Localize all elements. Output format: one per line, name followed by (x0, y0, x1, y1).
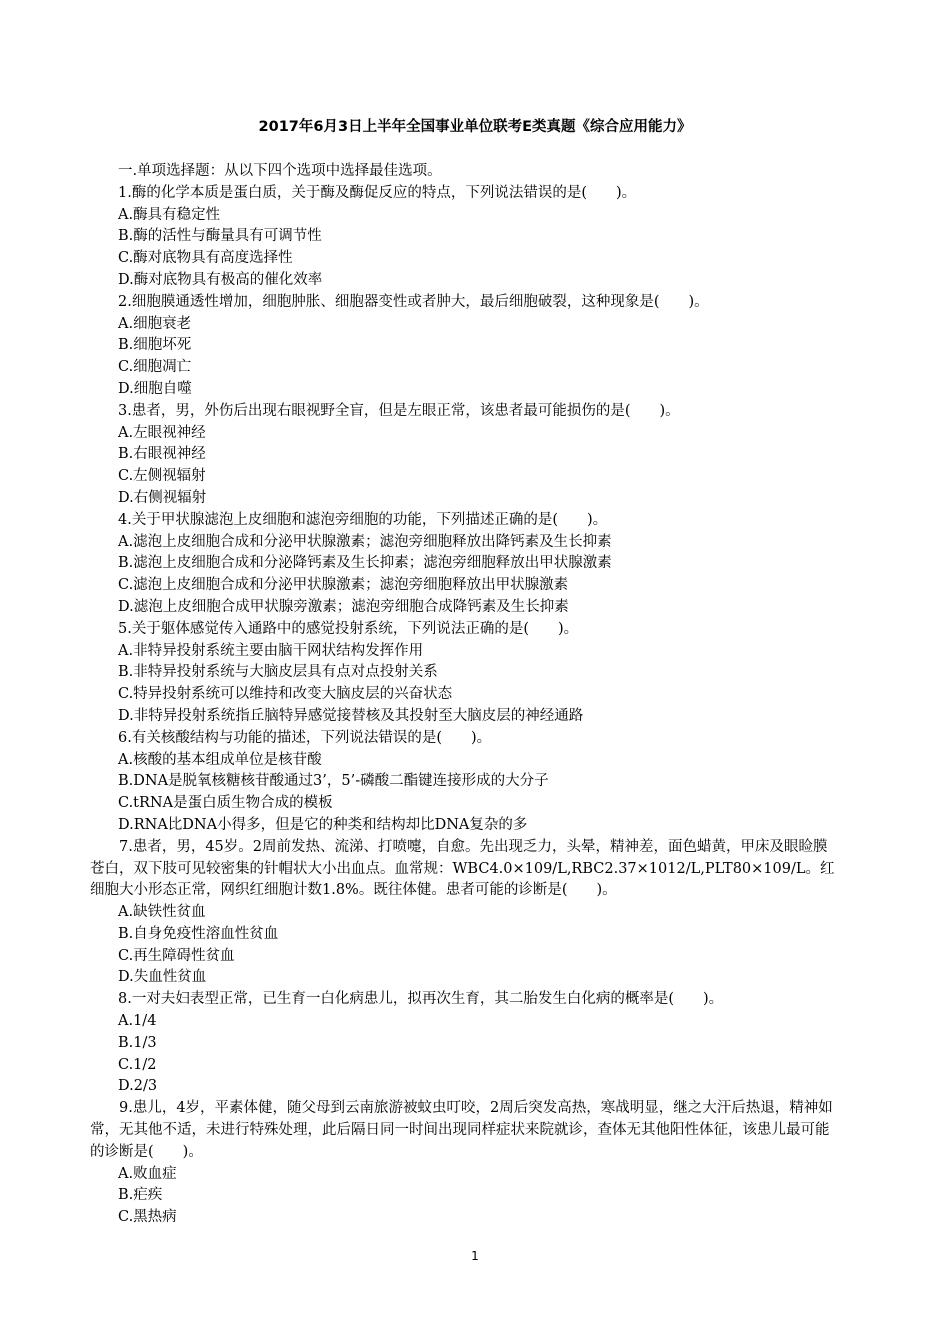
answer-option: A.缺铁性贫血 (118, 904, 206, 921)
answer-option: B.酶的活性与酶量具有可调节性 (118, 228, 322, 245)
question-stem: 7.患者，男，45岁。2周前发热、流涕、打喷嚏，自愈。先出现乏力，头晕，精神差，面色蜡黄，甲床及眼睑膜苍白，双下肢可见较密集的针帽状大小出血点。血常规：WBC4.0×109/L,RBC2.37×1012/L,PLT80×109/L。红细胞大小形态正常，网织红细胞计数1.8%。既往体健。患者可能的诊断是( )。 (90, 838, 835, 899)
answer-option: B.疟疾 (118, 1187, 163, 1204)
answer-option: C.1/2 (118, 1056, 157, 1073)
answer-option: C.滤泡上皮细胞合成和分泌甲状腺激素；滤泡旁细胞释放出甲状腺激素 (118, 577, 569, 594)
question-list (90, 161, 838, 1229)
answer-option: A.败血症 (118, 1165, 177, 1182)
answer-option: C.左侧视辐射 (118, 468, 206, 485)
answer-option: B.右眼视神经 (118, 446, 206, 463)
answer-option: B.细胞坏死 (118, 337, 192, 354)
answer-option: A.1/4 (118, 1013, 157, 1030)
answer-option: D.2/3 (118, 1078, 158, 1095)
answer-option: C.特异投射系统可以维持和改变大脑皮层的兴奋状态 (118, 686, 453, 703)
question-stem: 8.一对夫妇表型正常，已生育一白化病患儿，拟再次生育，其二胎发生白化病的概率是( )。 (118, 991, 724, 1008)
answer-option: A.核酸的基本组成单位是核苷酸 (118, 751, 322, 768)
answer-option: A.滤泡上皮细胞合成和分泌甲状腺激素；滤泡旁细胞释放出降钙素及生长抑素 (118, 533, 612, 550)
answer-option: B.非特异投射系统与大脑皮层具有点对点投射关系 (118, 664, 438, 681)
answer-option: B.滤泡上皮细胞合成和分泌降钙素及生长抑素；滤泡旁细胞释放出甲状腺激素 (118, 555, 612, 572)
answer-option: C.tRNA是蛋白质生物合成的模板 (118, 795, 333, 812)
answer-option: A.左眼视神经 (118, 424, 206, 441)
answer-option: D.右侧视辐射 (118, 489, 207, 506)
question-stem: 1.酶的化学本质是蛋白质，关于酶及酶促反应的特点，下列说法错误的是( )。 (118, 184, 637, 201)
answer-option: C.酶对底物具有高度选择性 (118, 250, 293, 267)
section-heading: 一.单项选择题：从以下四个选项中选择最佳选项。 (118, 163, 442, 179)
answer-option: C.细胞凋亡 (118, 359, 192, 376)
question-stem: 4.关于甲状腺滤泡上皮细胞和滤泡旁细胞的功能，下列描述正确的是( )。 (118, 511, 608, 528)
question-stem: 5.关于躯体感觉传入通路中的感觉投射系统，下列说法正确的是( )。 (118, 620, 579, 637)
page-number: 1 (471, 1249, 479, 1263)
answer-option: A.酶具有稳定性 (118, 206, 221, 223)
answer-option: C.黑热病 (118, 1209, 177, 1226)
answer-option: B.自身免疫性溶血性贫血 (118, 925, 279, 942)
question-stem: 6.有关核酸结构与功能的描述，下列说法错误的是( )。 (118, 729, 492, 746)
question-stem: 9.患儿，4岁，平素体健，随父母到云南旅游被蚊虫叮咬，2周后突发高热，寒战明显，继之大汗后热退，精神如常，无其他不适，未进行特殊处理，此后隔日同一时间出现同样症状来院就诊，查体无其他阳性体征，该患儿最可能的诊断是( )。 (90, 1100, 833, 1160)
answer-option: D.RNA比DNA小得多，但是它的种类和结构却比DNA复杂的多 (118, 816, 528, 833)
answer-option: D.酶对底物具有极高的催化效率 (118, 271, 323, 288)
answer-option: D.细胞自噬 (118, 380, 192, 397)
answer-option: B.DNA是脱氧核糖核苷酸通过3’，5’-磷酸二酯键连接形成的大分子 (118, 773, 549, 790)
question-stem: 3.患者，男，外伤后出现右眼视野全盲，但是左眼正常，该患者最可能损伤的是( )。 (118, 402, 680, 419)
answer-option: D.滤泡上皮细胞合成甲状腺旁激素；滤泡旁细胞合成降钙素及生长抑素 (118, 598, 569, 615)
answer-option: A.非特异投射系统主要由脑干网状结构发挥作用 (118, 642, 424, 659)
answer-option: A.细胞衰老 (118, 315, 192, 332)
answer-option: D.失血性贫血 (118, 969, 207, 986)
answer-option: B.1/3 (118, 1034, 157, 1051)
answer-option: C.再生障碍性贫血 (118, 947, 235, 964)
document-title: 2017年6月3日上半年全国事业单位联考E类真题《综合应用能力》 (258, 119, 692, 135)
answer-option: D.非特异投射系统指丘脑特异感觉接替核及其投射至大脑皮层的神经通路 (118, 707, 584, 724)
question-stem: 2.细胞膜通透性增加，细胞肿胀、细胞器变性或者肿大，最后细胞破裂，这种现象是( )。 (118, 293, 709, 310)
